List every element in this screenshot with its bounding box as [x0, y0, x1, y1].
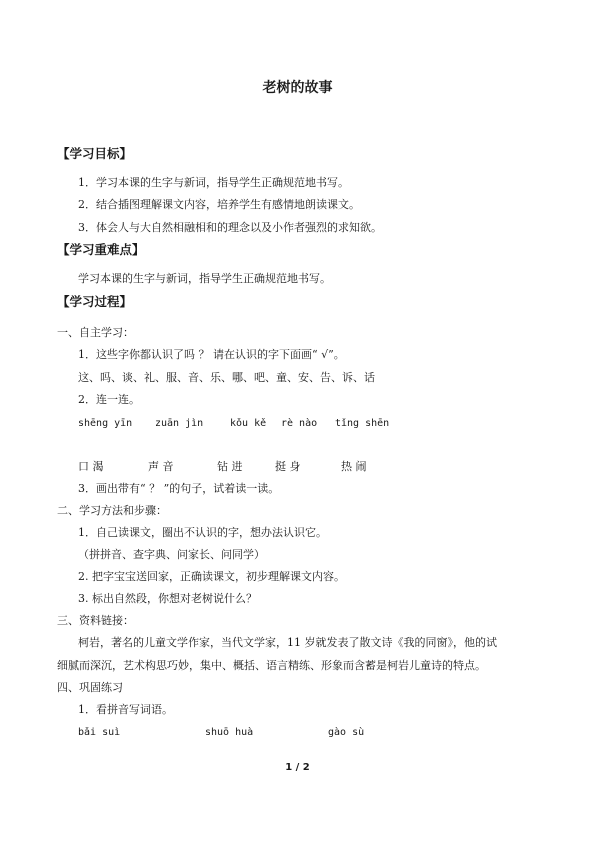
heading-keypoints: 【学习重难点】: [57, 242, 145, 257]
resources-label: 三、资料链接：: [57, 614, 134, 627]
pinyin-item: shēng yīn: [78, 418, 133, 429]
goal-item: 1．学习本课的生字与新词，指导学生正确规范地书写。: [78, 176, 349, 189]
methods-step: 2. 把字宝宝送回家，正确读课文，初步理解课文内容。: [78, 570, 345, 583]
self-study-q1: 1．这些字你都认识了吗 ？ 请在认识的字下面画“ √”。: [78, 348, 345, 361]
methods-step: 3. 标出自然段，你想对老树说什么？: [78, 592, 257, 605]
self-study-chars: 这、吗、谈、礼、服、音、乐、哪、吧、童、安、告、诉、话: [78, 371, 375, 384]
pinyin-item: rè nào: [281, 418, 318, 429]
goal-item: 2．结合插图理解课文内容，培养学生有感情地朗读课文。: [78, 198, 360, 211]
self-study-q3: 3．画出带有“ ？ ”的句子，试着读一读。: [78, 482, 280, 495]
resources-paragraph: 细腻而深沉，艺术构思巧妙，集中、概括、语言精练、形象而含蓄是柯岩儿童诗的特点。: [57, 659, 486, 672]
heading-goals: 【学习目标】: [57, 146, 133, 161]
practice-q1: 1．看拼音写词语。: [78, 703, 173, 716]
practice-pinyin: gào sù: [328, 727, 365, 738]
goal-item: 3．体会人与大自然相融相和的理念以及小作者强烈的求知欲。: [78, 221, 382, 234]
pinyin-item: zuān jìn: [155, 418, 204, 429]
page-number: 1 / 2: [285, 762, 310, 773]
word-item: 挺 身: [275, 460, 301, 473]
heading-process: 【学习过程】: [57, 294, 133, 309]
self-study-label: 一、自主学习：: [57, 326, 134, 339]
practice-label: 四、巩固练习: [57, 681, 123, 694]
word-item: 钻 进: [217, 460, 243, 473]
keypoints-text: 学习本课的生字与新词，指导学生正确规范地书写。: [78, 272, 331, 285]
word-item: 热 闹: [341, 460, 367, 473]
self-study-q2: 2．连一连。: [78, 393, 140, 406]
methods-note: （拼拼音、查字典、问家长、问同学）: [78, 548, 265, 561]
methods-label: 二、学习方法和步骤：: [57, 504, 167, 517]
word-item: 声 音: [148, 460, 174, 473]
methods-step: 1．自己读课文，圈出不认识的字，想办法认识它。: [78, 526, 327, 539]
practice-pinyin: shuō huà: [205, 727, 254, 738]
pinyin-item: kǒu kě: [230, 418, 267, 429]
word-item: 口 渴: [78, 460, 104, 473]
resources-paragraph: 柯岩，著名的儿童文学作家，当代文学家，11 岁就发表了散文诗《我的同窗》，他的试: [78, 636, 497, 649]
page-title: 老树的故事: [262, 80, 333, 96]
pinyin-item: tǐng shēn: [335, 418, 390, 429]
practice-pinyin: bǎi suì: [78, 727, 121, 738]
